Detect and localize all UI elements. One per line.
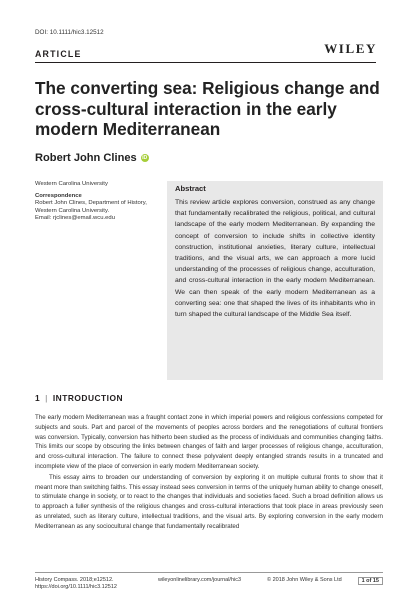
- footer-rule: [35, 572, 383, 573]
- orcid-icon[interactable]: iD: [142, 155, 148, 161]
- footer-page-number: 1 of 15: [358, 577, 383, 585]
- section-title: INTRODUCTION: [52, 393, 124, 403]
- section-divider: |: [45, 393, 48, 403]
- footer-journal-url[interactable]: wileyonlinelibrary.com/journal/hic3: [158, 577, 242, 583]
- affiliation-institution: Western Carolina University: [35, 181, 108, 187]
- doi: DOI: 10.1111/hic3.12512: [35, 29, 104, 36]
- paper-title: The converting sea: Religious change and cross-cultural interaction in the early modern Mediterranean: [35, 78, 380, 140]
- author-name: Robert John Clines: [35, 152, 137, 164]
- publisher-logo: WILEY: [324, 41, 377, 56]
- header-rule: [35, 62, 376, 63]
- correspondence-line: Western Carolina University.: [35, 207, 110, 214]
- affiliation-block: [35, 181, 165, 222]
- correspondence-heading: Correspondence: [35, 193, 82, 200]
- footer-citation-doi[interactable]: https://doi.org/10.1111/hic3.12512: [35, 584, 117, 591]
- article-type-label: ARTICLE: [35, 49, 82, 59]
- correspondence-email[interactable]: Email: rjclines@email.wcu.edu: [35, 214, 115, 221]
- footer-citation-journal: History Compass. 2018;e12512.: [35, 577, 114, 583]
- footer-citation: [35, 577, 117, 592]
- section-number: 1: [35, 393, 41, 403]
- section-heading: [35, 393, 123, 403]
- abstract-box: [167, 181, 383, 380]
- body-text: [35, 413, 383, 532]
- body-paragraph: The early modern Mediterranean was a fraught contact zone in which imperial powers and religious confessions competed for subjects and souls. Part and parcel of the movements of peoples across borders and the renegotiations of cultural frontiers was conversion. Typically, conversion has hitherto been studied as the process of individuals and communities changing faiths. This limits our scope by obscuring the links between changes of faith and larger processes of religious change, acculturation, and cross-cultural interaction. The failure to connect these polyvalent deeply entangled strands results in a truncated and incomplete view of the place of conversion in early modern Mediterranean society.: [35, 414, 383, 470]
- author-line: [35, 152, 149, 164]
- abstract-text: This review article explores conversion, construed as any change that fundamentally recalibrated the religious, political, and cultural landscape of the early modern Mediterranean. By expanding the concept of conversion to include shifts in collective identity construction, institutional anxieties, literary culture, intellectual traditions, and the visual arts, we can approach a more lucid understanding of the processes of religious change, acculturation, and cross-cultural interaction in the early modern Mediterranean. We can then speak of the early modern Mediterranean as a converting sea: one that shaped the lives of its inhabitants who in turn shaped the cultural landscape of the Middle Sea itself.: [175, 199, 375, 319]
- body-paragraph: This essay aims to broaden our understanding of conversion by exploring it on multiple cultural fronts to show that it meant more than switching faiths. This essay instead sees conversion in terms of the uniquely human ability to change oneself, to stimulate change in society, or to react to the changes that individuals and societies faced. Such a broad definition allows us to approach a fuller synthesis of the religious changes and cross-cultural interactions that took place in areas previously seen as unrelated, such as literary culture, intellectual traditions, and the visual arts. By exploring conversion in the early modern Mediterranean as any sociocultural change that fundamentally recalibrated: [35, 473, 383, 530]
- footer-copyright: © 2018 John Wiley & Sons Ltd: [267, 577, 342, 583]
- abstract-heading: Abstract: [175, 184, 206, 193]
- correspondence-line: Robert John Clines, Department of History,: [35, 200, 147, 207]
